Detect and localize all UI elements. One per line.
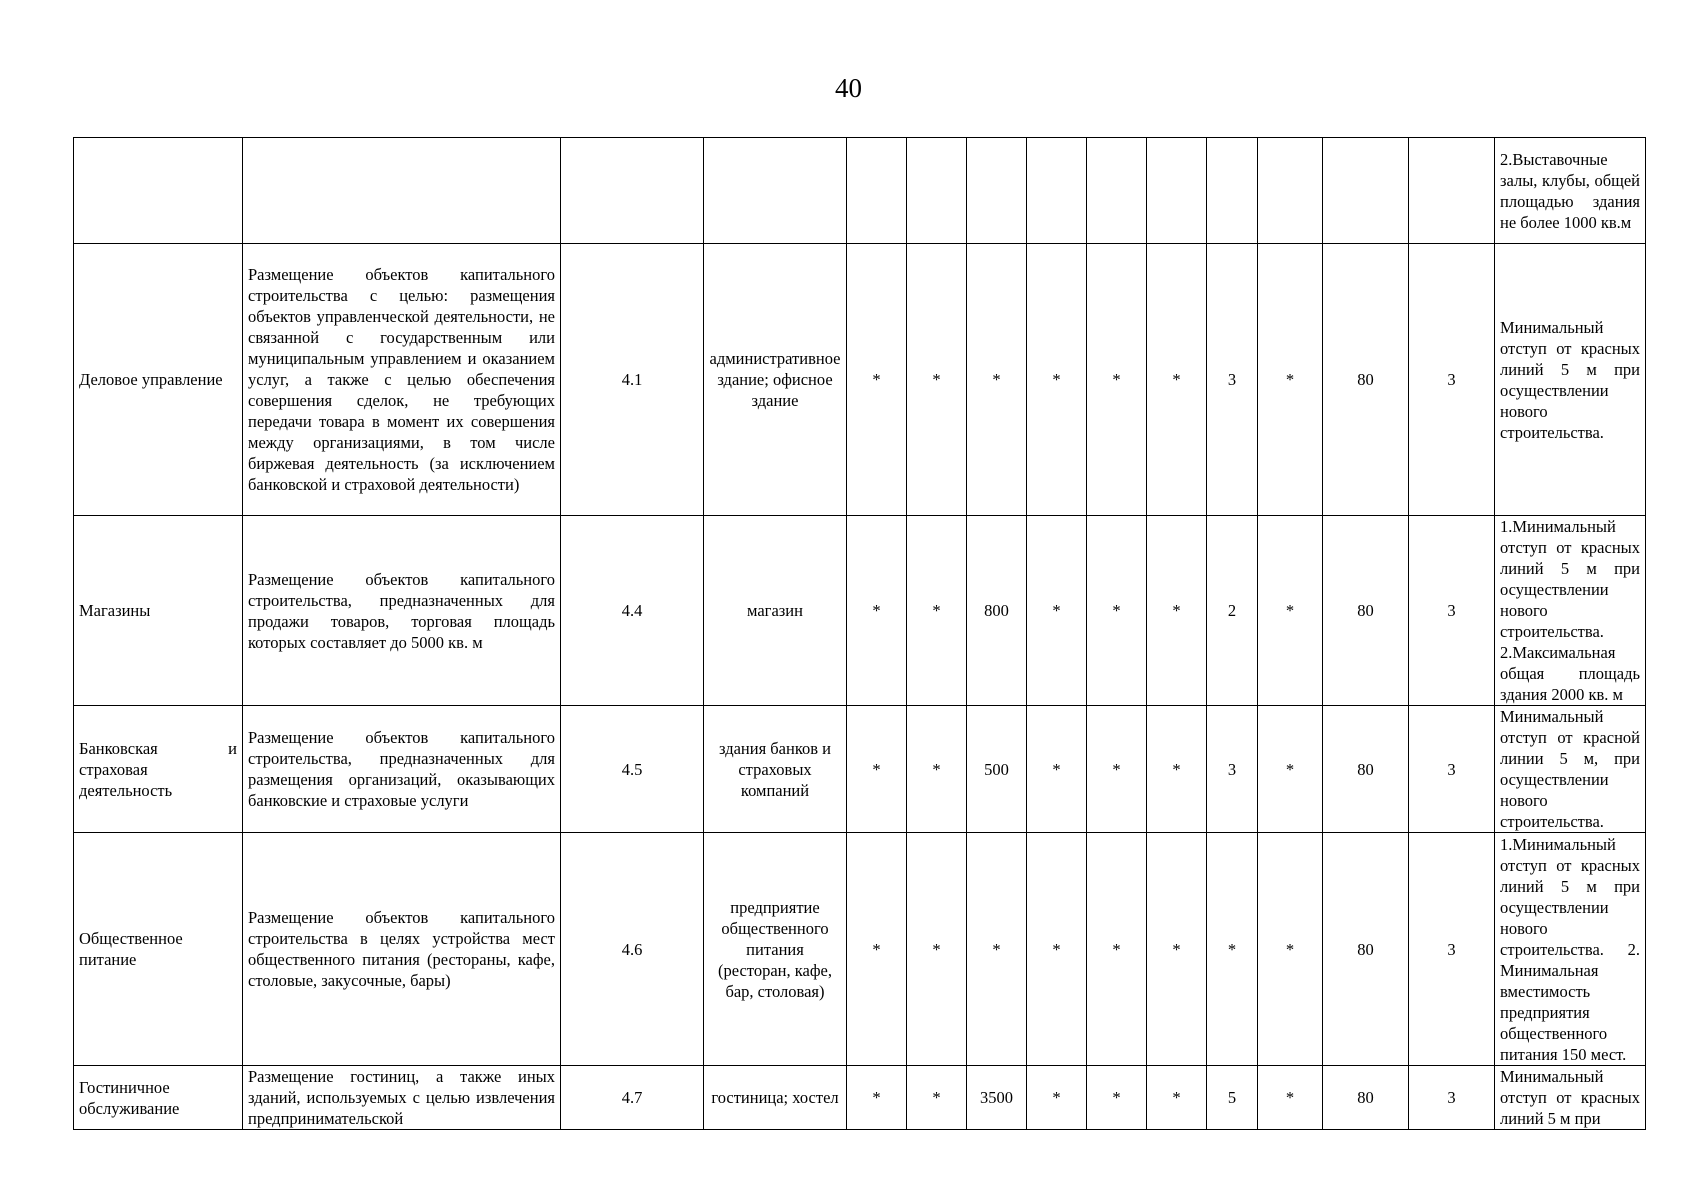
use-code-cell (561, 138, 704, 244)
param-cell-7 (1207, 138, 1258, 244)
param-cell-3: 500 (967, 706, 1027, 833)
param-cell-8: * (1258, 516, 1323, 706)
param-cell-2: * (907, 244, 967, 516)
param-cell-6: * (1147, 1066, 1207, 1130)
note-text: Минимальный отступ от красных линий 5 м при (1500, 1067, 1640, 1128)
param-cell-9: 80 (1323, 1066, 1409, 1130)
param-cell-6: * (1147, 244, 1207, 516)
param-cell-7: 5 (1207, 1066, 1258, 1130)
param-cell-10: 3 (1409, 516, 1495, 706)
param-cell-6: * (1147, 833, 1207, 1066)
param-cell-1: * (847, 244, 907, 516)
param-cell-7: 3 (1207, 244, 1258, 516)
use-description-cell: Размещение объектов капитального строительства в целях устройства мест общественного питания (рестораны, кафе, столовые, закусочные, бары) (243, 833, 561, 1066)
use-code-cell: 4.7 (561, 1066, 704, 1130)
object-type-cell: магазин (704, 516, 847, 706)
object-type-cell: здания банков и страховых компаний (704, 706, 847, 833)
use-description-cell: Размещение объектов капитального строительства, предназначенных для продажи товаров, торговая площадь которых составляет до 5000 кв. м (243, 516, 561, 706)
note-cell: 1.Минимальный отступ от красных линий 5 м при осуществлении нового строительства. 2.Максимальная общая площадь здания 2000 кв. м (1495, 516, 1646, 706)
param-cell-4: * (1027, 706, 1087, 833)
object-type-cell: предприятие общественного питания (ресторан, кафе, бар, столовая) (704, 833, 847, 1066)
param-cell-4: * (1027, 833, 1087, 1066)
object-type-cell: административное здание; офисное здание (704, 244, 847, 516)
param-cell-9: 80 (1323, 833, 1409, 1066)
use-name-cell (74, 138, 243, 244)
param-cell-9: 80 (1323, 516, 1409, 706)
table-row (74, 706, 1646, 833)
param-cell-8: * (1258, 833, 1323, 1066)
param-cell-9: 80 (1323, 706, 1409, 833)
param-cell-7: 3 (1207, 706, 1258, 833)
param-cell-2: * (907, 1066, 967, 1130)
param-cell-7: 2 (1207, 516, 1258, 706)
param-cell-10: 3 (1409, 1066, 1495, 1130)
param-cell-9: 80 (1323, 244, 1409, 516)
note-cell: Минимальный отступ от красных линий 5 м при осуществлении нового строительства. (1495, 244, 1646, 516)
param-cell-3 (967, 138, 1027, 244)
param-cell-2: * (907, 706, 967, 833)
use-code-cell: 4.5 (561, 706, 704, 833)
param-cell-3: 800 (967, 516, 1027, 706)
use-name-cell: Деловое управление (74, 244, 243, 516)
param-cell-4: * (1027, 244, 1087, 516)
param-cell-1: * (847, 516, 907, 706)
use-description-cell: Размещение объектов капитального строительства, предназначенных для размещения организаций, оказывающих банковские и страховые услуги (243, 706, 561, 833)
use-description-cell (243, 1066, 561, 1130)
page-number: 40 (835, 73, 862, 103)
use-code-cell: 4.1 (561, 244, 704, 516)
param-cell-8: * (1258, 706, 1323, 833)
param-cell-1 (847, 138, 907, 244)
param-cell-1: * (847, 1066, 907, 1130)
object-type-cell: гостиница; хостел (704, 1066, 847, 1130)
use-name-cell: Общественное питание (74, 833, 243, 1066)
table-row (74, 138, 1646, 244)
use-code-cell: 4.6 (561, 833, 704, 1066)
table-row (74, 1066, 1646, 1130)
use-description-text: Размещение гостиниц, а также иных зданий, используемых с целью извлечения предпринимательской (248, 1067, 555, 1128)
table-row (74, 244, 1646, 516)
param-cell-5: * (1087, 244, 1147, 516)
param-cell-3: 3500 (967, 1066, 1027, 1130)
param-cell-2 (907, 138, 967, 244)
param-cell-4 (1027, 138, 1087, 244)
use-code-cell: 4.4 (561, 516, 704, 706)
param-cell-1: * (847, 706, 907, 833)
table-row (74, 833, 1646, 1066)
note-cell: 2.Выставочные залы, клубы, общей площадью здания не более 1000 кв.м (1495, 138, 1646, 244)
param-cell-3: * (967, 833, 1027, 1066)
note-cell: Минимальный отступ от красной линии 5 м, при осуществлении нового строительства. (1495, 706, 1646, 833)
param-cell-6 (1147, 138, 1207, 244)
object-type-cell (704, 138, 847, 244)
param-cell-6: * (1147, 706, 1207, 833)
param-cell-9 (1323, 138, 1409, 244)
use-description-cell (243, 138, 561, 244)
param-cell-5: * (1087, 833, 1147, 1066)
param-cell-10: 3 (1409, 244, 1495, 516)
param-cell-7: * (1207, 833, 1258, 1066)
use-name-cell: Гостиничное обслуживание (74, 1066, 243, 1130)
param-cell-5: * (1087, 706, 1147, 833)
table-row (74, 516, 1646, 706)
param-cell-8: * (1258, 244, 1323, 516)
param-cell-5 (1087, 138, 1147, 244)
use-name-cell: Банковская и страховая деятельность (74, 706, 243, 833)
note-cell (1495, 1066, 1646, 1130)
param-cell-5: * (1087, 1066, 1147, 1130)
param-cell-5: * (1087, 516, 1147, 706)
param-cell-10 (1409, 138, 1495, 244)
param-cell-8 (1258, 138, 1323, 244)
note-cell: 1.Минимальный отступ от красных линий 5 м при осуществлении нового строительства. 2. Минимальная вместимость предприятия общественного питания 150 мест. (1495, 833, 1646, 1066)
zoning-regulations-table (73, 137, 1646, 1130)
param-cell-1: * (847, 833, 907, 1066)
param-cell-2: * (907, 516, 967, 706)
param-cell-2: * (907, 833, 967, 1066)
use-description-cell: Размещение объектов капитального строительства с целью: размещения объектов управленческой деятельности, не связанной с государственным или муниципальным управлением и оказанием услуг, а также с целью обеспечения совершения сделок, не требующих передачи товара в момент их совершения между организациями, в том числе биржевая деятельность (за исключением банковской и страховой деятельности) (243, 244, 561, 516)
param-cell-4: * (1027, 516, 1087, 706)
param-cell-10: 3 (1409, 706, 1495, 833)
use-name-cell: Магазины (74, 516, 243, 706)
param-cell-10: 3 (1409, 833, 1495, 1066)
param-cell-4: * (1027, 1066, 1087, 1130)
param-cell-6: * (1147, 516, 1207, 706)
param-cell-3: * (967, 244, 1027, 516)
param-cell-8: * (1258, 1066, 1323, 1130)
